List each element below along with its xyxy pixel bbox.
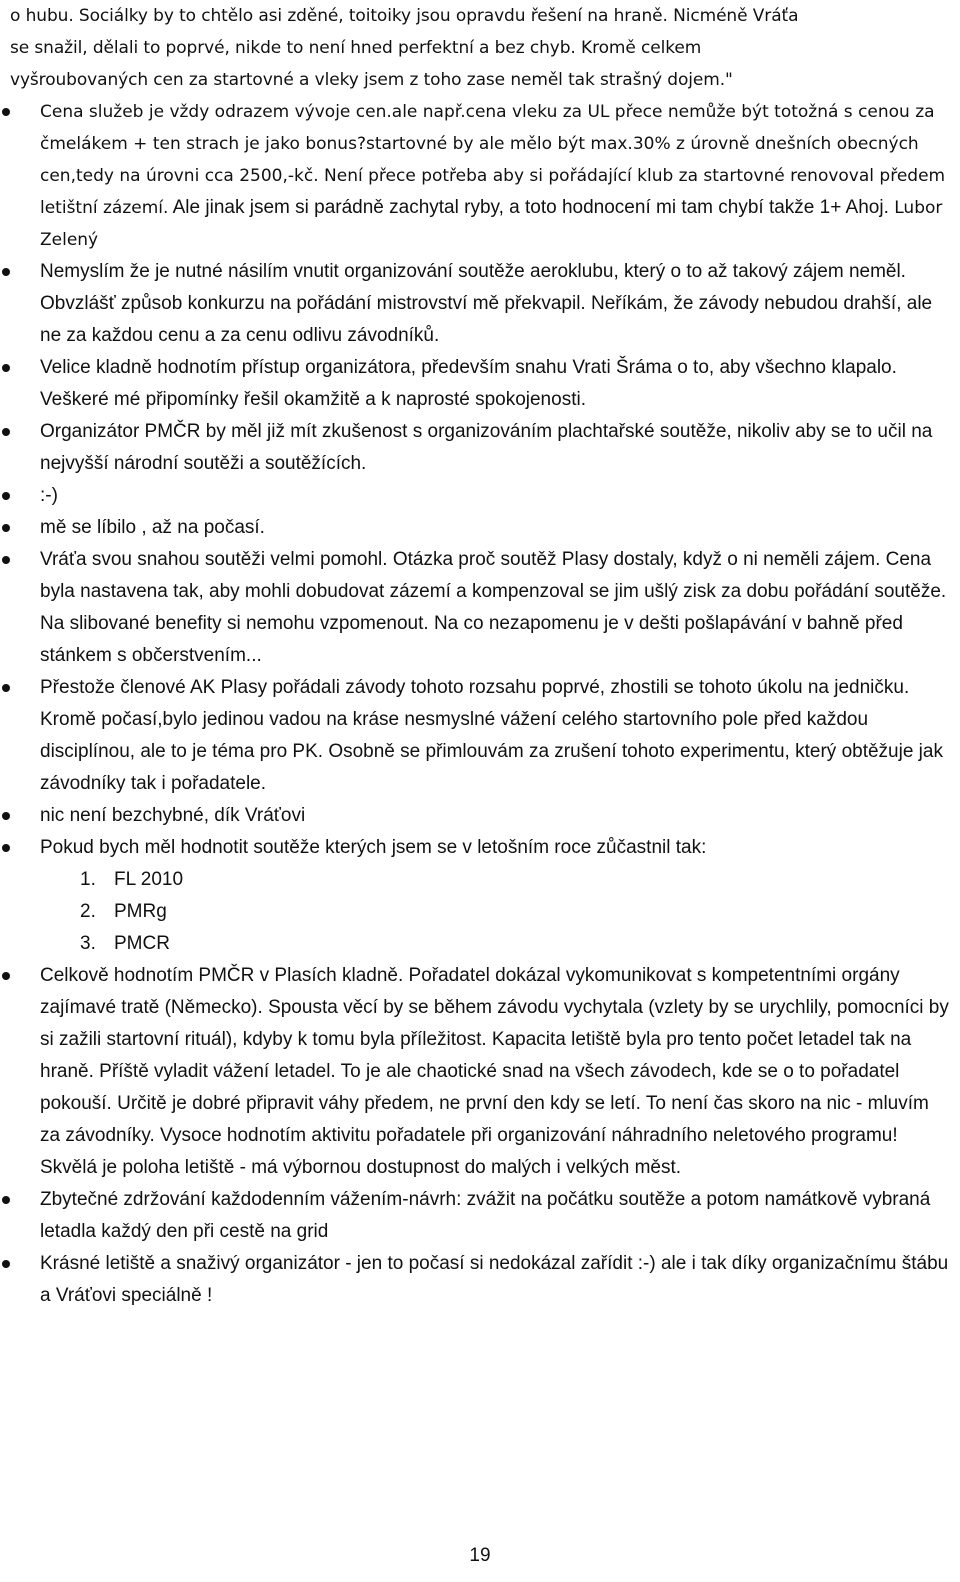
text-line: o hubu. Sociálky by to chtělo asi zděné, toitoiky jsou opravdu řešení na hraně. Nicméně Vráťa: [10, 6, 799, 26]
bullet-icon: [2, 492, 10, 500]
item-text: mě se líbilo , až na počasí.: [40, 517, 265, 538]
bullet-icon: [2, 268, 10, 276]
bullet-icon: [2, 844, 10, 852]
list-item: [0, 960, 952, 1184]
item-text: Přestože členové AK Plasy pořádali závody tohoto rozsahu poprvé, zhostili se tohoto úkolu na jedničku. Kromě počasí,bylo jedinou vadou na kráse nesmyslné vážení celého startovního pole před každou disciplínou, ale to je téma pro PK. Osobně se přimlouvám za zrušení tohoto experimentu, který obtěžuje jak závodníky tak i pořadatele.: [40, 677, 943, 794]
bullet-icon: [2, 972, 10, 980]
list-item: [0, 512, 952, 544]
item-text-part: Cena služeb je vždy odrazem vývoje cen.ale např.cena vleku za UL přece nemůže být totožná s cenou za čmelákem + ten strach je jako bonus?startovné by ale mělo být max.: [40, 102, 935, 154]
list-item: [0, 1184, 952, 1248]
list-item: [0, 480, 952, 512]
bullet-icon: [2, 364, 10, 372]
item-text: :-): [40, 485, 58, 506]
list-item: [0, 1248, 952, 1312]
list-item: [0, 800, 952, 832]
bullet-icon: [2, 684, 10, 692]
ranking-number: 2.: [80, 901, 96, 922]
list-item: [0, 256, 952, 352]
ranking-item: [40, 896, 952, 928]
page-number: 19: [469, 1545, 491, 1566]
list-item: [0, 352, 952, 416]
list-item: [0, 832, 952, 960]
list-item: [0, 96, 952, 256]
item-text: Vráťa svou snahou soutěži velmi pomohl. Otázka proč soutěž Plasy dostaly, když o ni neměli zájem. Cena byla nastavena tak, aby mohli dobudovat zázemí a kompenzoval se jim ušlý zisk za dobu pořádání soutěže. Na slibované benefity si nemohu vzpomenout. Na co nezapomenu je v dešti pošlapávání v bahně před stánkem s občerstvením...: [40, 549, 947, 666]
bullet-icon: [2, 812, 10, 820]
item-text: nic není bezchybné, dík Vráťovi: [40, 805, 306, 826]
list-item: [0, 544, 952, 672]
item-text: Velice kladně hodnotím přístup organizátora, především snahu Vrati Šráma o to, aby všechno klapalo. Veškeré mé připomínky řešil okamžitě a k naprosté spokojenosti.: [40, 357, 897, 410]
bullet-icon: [2, 108, 10, 116]
item-text: Zbytečné zdržování každodenním vážením-návrh: zvážit na počátku soutěže a potom namátkově vybraná letadla každý den při cestě na grid: [40, 1189, 931, 1242]
ranking-number: 1.: [80, 869, 96, 890]
text-line: vyšroubovaných cen za startovné a vleky jsem z toho zase neměl tak strašný dojem.": [10, 70, 733, 90]
item-text: Nemyslím že je nutné násilím vnutit organizování soutěže aeroklubu, který o to až takový zájem neměl. Obvzlášť způsob konkurzu na pořádání mistrovství mě překvapil. Neříkám, že závody nebudou drahší, ale ne za každou cenu a za cenu odlivu závodníků.: [40, 261, 933, 346]
item-text-part: Lubor Zelený: [40, 198, 943, 250]
bullet-icon: [2, 428, 10, 436]
ranking-item: [40, 928, 952, 960]
item-text-part: Ale jinak jsem si parádně zachytal ryby, a toto hodnocení mi tam chybí takže 1+ Ahoj.: [168, 197, 889, 218]
text-line: se snažil, dělali to poprvé, nikde to není hned perfektní a bez chyb. Kromě celkem: [10, 38, 702, 58]
item-text: Krásné letiště a snaživý organizátor - jen to počasí si nedokázal zařídit :-) ale i tak díky organizačnímu štábu a Vráťovi speciálně !: [40, 1253, 949, 1306]
item-text: Celkově hodnotím PMČR v Plasích kladně. Pořadatel dokázal vykomunikovat s kompetentními orgány zajímavé tratě (Německo). Spousta věcí by se během závodu vychytala (vzlety by se urychlily, pomocníci by si zažili startovní rituál), kdyby k tomu byla příležitost. Kapacita letiště byla pro tento počet letadel tak na hraně. Příště vyladit vážení letadel. To je ale chaotické snad na všech závodech, kde se o to pořadatel pokouší. Určitě je dobré připravit váhy předem, ne první den kdy se letí. To není čas skoro na nic - mluvím za závodníky. Vysoce hodnotím aktivitu pořadatele při organizování náhradního neletového programu! Skvělá je poloha letiště - má výbornou dostupnost do malých i velkých měst.: [40, 965, 949, 1178]
ranking-item: [40, 864, 952, 896]
bullet-icon: [2, 524, 10, 532]
list-item: [0, 672, 952, 800]
ranking-number: 3.: [80, 933, 96, 954]
bullet-icon: [2, 1260, 10, 1268]
item-text-part: . Není přece potřeba aby si pořádající klub za startovné renovoval předem letištní zázemí.: [40, 166, 946, 218]
continuation-paragraph: [10, 0, 948, 96]
ranking-label: PMRg: [114, 901, 167, 922]
ranking-label: PMCR: [114, 933, 170, 954]
item-text-part: 30% z úrovně dnešních obecných cen,tedy na úrovni cca 2500,-kč: [40, 134, 919, 186]
item-text: Organizátor PMČR by měl již mít zkušenost s organizováním plachtařské soutěže, nikoliv aby se to učil na nejvyšší národní soutěži a soutěžících.: [40, 421, 933, 474]
feedback-list: [0, 96, 952, 1312]
ranking-list: [40, 864, 952, 960]
ranking-label: FL 2010: [114, 869, 184, 890]
bullet-icon: [2, 556, 10, 564]
item-text: Pokud bych měl hodnotit soutěže kterých jsem se v letošním roce zůčastnil tak:: [40, 837, 707, 858]
bullet-icon: [2, 1196, 10, 1204]
list-item: [0, 416, 952, 480]
